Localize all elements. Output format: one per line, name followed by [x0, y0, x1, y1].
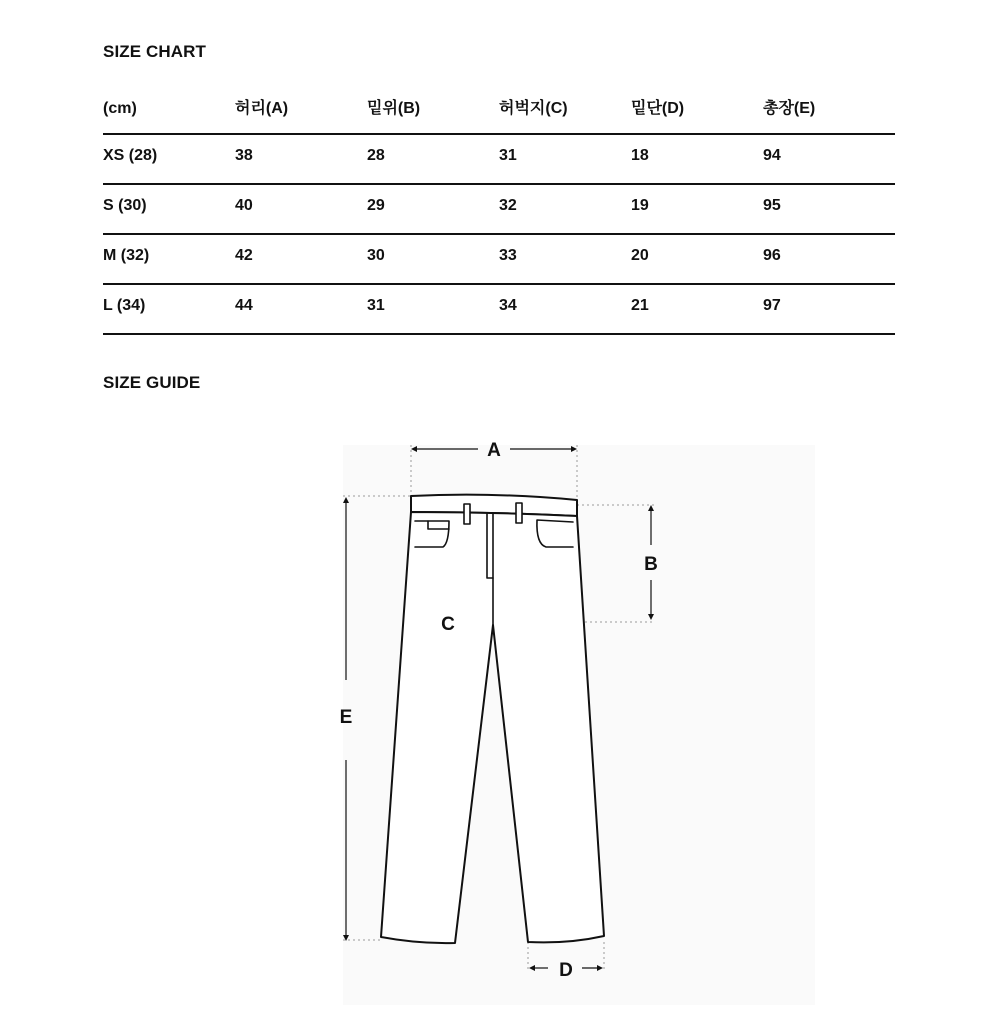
- table-cell: 32: [499, 197, 517, 214]
- label-e: E: [339, 707, 353, 728]
- header-cell-length: 총장(E): [763, 100, 816, 117]
- size-label: XS (28): [103, 147, 158, 164]
- size-guide-title: SIZE GUIDE: [103, 373, 201, 392]
- header-cell-rise: 밑위(B): [367, 100, 421, 117]
- table-cell: 18: [631, 147, 649, 164]
- table-cell: 21: [631, 297, 649, 314]
- table-cell: 44: [235, 297, 253, 314]
- table-cell: 34: [499, 297, 517, 314]
- header-cell-unit: (cm): [103, 100, 137, 117]
- label-c: C: [441, 614, 455, 635]
- table-cell: 31: [367, 297, 385, 314]
- table-cell: 29: [367, 197, 385, 214]
- table-cell: 28: [367, 147, 385, 164]
- header-cell-thigh: 허벅지(C): [499, 100, 568, 117]
- table-cell: 40: [235, 197, 253, 214]
- table-cell: 19: [631, 197, 649, 214]
- table-cell: 30: [367, 247, 385, 264]
- header-cell-hem: 밑단(D): [631, 100, 685, 117]
- table-cell: 42: [235, 247, 253, 264]
- belt-loop: [516, 503, 522, 523]
- size-label: L (34): [103, 297, 146, 314]
- size-label: M (32): [103, 247, 150, 264]
- table-cell: 38: [235, 147, 253, 164]
- table-cell: 20: [631, 247, 649, 264]
- belt-loop: [464, 504, 470, 524]
- table-cell: 94: [763, 147, 781, 164]
- label-b: B: [644, 554, 658, 575]
- size-chart-title: SIZE CHART: [103, 42, 206, 61]
- table-cell: 33: [499, 247, 517, 264]
- table-cell: 95: [763, 197, 781, 214]
- size-label: S (30): [103, 197, 147, 214]
- table-cell: 31: [499, 147, 517, 164]
- table-cell: 97: [763, 297, 781, 314]
- header-cell-waist: 허리(A): [235, 100, 289, 117]
- label-a: A: [487, 440, 501, 461]
- table-cell: 96: [763, 247, 781, 264]
- label-d: D: [559, 960, 573, 981]
